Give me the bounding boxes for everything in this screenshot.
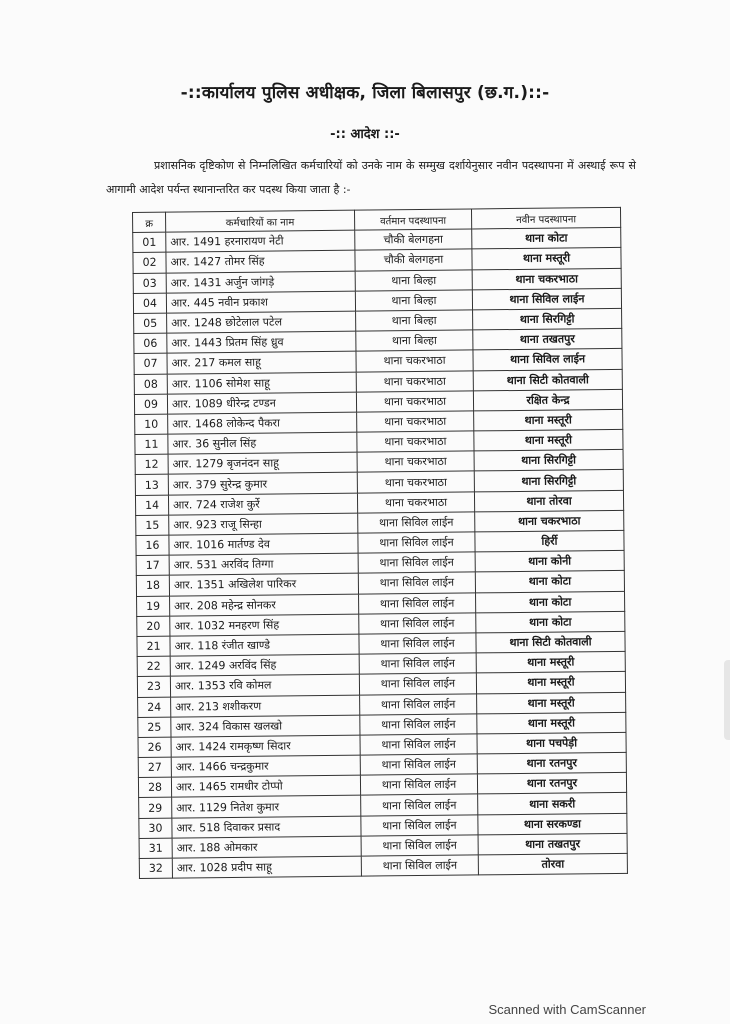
new-posting-cell: हिर्री — [475, 530, 624, 552]
serial-cell: 23 — [137, 676, 170, 697]
serial-cell: 31 — [139, 838, 172, 859]
header-serial: क्र — [133, 212, 166, 233]
new-posting-cell: थाना सरकण्डा — [478, 813, 627, 835]
serial-cell: 14 — [135, 495, 168, 516]
new-posting-cell: थाना मस्तूरी — [477, 712, 626, 734]
new-posting-cell: रक्षित केन्द्र — [473, 389, 622, 411]
serial-cell: 29 — [139, 798, 172, 819]
new-posting-cell: थाना तखतपुर — [478, 833, 627, 855]
current-posting-cell: थाना सिविल लाईन — [361, 815, 478, 836]
header-employee-name: कर्मचारियों का नाम — [166, 210, 355, 232]
current-posting-cell: थाना चकरभाठा — [356, 350, 473, 371]
employee-name-cell: आर. 213 शशीकरण — [171, 695, 360, 717]
order-paragraph: प्रशासनिक दृष्टिकोण से निम्नलिखित कर्मचारियों को उनके नाम के सम्मुख दर्शायेनुसार नवीन पदस्थापना में अस्थाई रूप से आगामी आदेश पर्यन्त स्थानान्तरित कर पदस्थ किया जाता है :- — [106, 159, 636, 196]
employee-name-cell: आर. 118 रंजीत खाण्डे — [170, 634, 359, 656]
serial-cell: 12 — [135, 454, 168, 475]
serial-cell: 06 — [134, 333, 167, 354]
serial-cell: 16 — [136, 535, 169, 556]
scanner-watermark: Scanned with CamScanner — [488, 1002, 646, 1017]
new-posting-cell: थाना कोटा — [476, 591, 625, 613]
employee-name-cell: आर. 217 कमल साहू — [167, 351, 356, 373]
employee-name-cell: आर. 188 ओमकार — [172, 836, 361, 858]
current-posting-cell: थाना सिविल लाईन — [359, 613, 476, 634]
serial-cell: 30 — [139, 818, 172, 839]
employee-name-cell: आर. 518 दिवाकर प्रसाद — [172, 816, 361, 838]
serial-cell: 11 — [135, 434, 168, 455]
serial-cell: 22 — [137, 656, 170, 677]
employee-name-cell: आर. 1443 प्रितम सिंह ध्रुव — [167, 331, 356, 353]
current-posting-cell: थाना सिविल लाईन — [359, 673, 476, 694]
new-posting-cell: थाना मस्तूरी — [477, 692, 626, 714]
serial-cell: 03 — [133, 273, 166, 294]
current-posting-cell: थाना चकरभाठा — [357, 471, 474, 492]
employee-name-cell: आर. 1351 अखिलेश पारिकर — [169, 574, 358, 596]
new-posting-cell: थाना सकरी — [478, 793, 627, 815]
serial-cell: 28 — [138, 777, 171, 798]
serial-cell: 21 — [137, 636, 170, 657]
employee-name-cell: आर. 923 राजू सिन्हा — [169, 513, 358, 535]
new-posting-cell: थाना मस्तूरी — [474, 409, 623, 431]
employee-name-cell: आर. 1427 तोमर सिंह — [166, 251, 355, 273]
current-posting-cell: थाना सिविल लाईन — [361, 794, 478, 815]
current-posting-cell: थाना सिविल लाईन — [360, 754, 477, 775]
serial-cell: 01 — [133, 232, 166, 253]
employee-name-cell: आर. 36 सुनील सिंह — [168, 432, 357, 454]
employee-name-cell: आर. 324 विकास खलखो — [171, 715, 360, 737]
employee-name-cell: आर. 1089 धीरेन्द्र टण्डन — [167, 392, 356, 414]
employee-name-cell: आर. 208 महेन्द्र सोनकर — [170, 594, 359, 616]
current-posting-cell: थाना चकरभाठा — [357, 431, 474, 452]
employee-name-cell: आर. 1129 नितेश कुमार — [172, 796, 361, 818]
employee-name-cell: आर. 724 राजेश कुर्रे — [168, 493, 357, 515]
new-posting-cell: थाना चकरभाठा — [475, 510, 624, 532]
table-row — [139, 853, 627, 878]
new-posting-cell: थाना सिविल लाईन — [473, 349, 622, 371]
document-title: -::कार्यालय पुलिस अधीक्षक, जिला बिलासपुर (छ.ग.)::- — [180, 83, 550, 103]
serial-cell: 32 — [139, 858, 172, 879]
new-posting-cell: थाना कोटा — [472, 228, 621, 250]
page-edge-tab — [724, 660, 730, 740]
employee-name-cell: आर. 1465 रामधीर टोप्पो — [171, 775, 360, 797]
current-posting-cell: थाना सिविल लाईन — [361, 835, 478, 856]
current-posting-cell: थाना सिविल लाईन — [358, 552, 475, 573]
employee-name-cell: आर. 1249 अरविंद सिंह — [170, 654, 359, 676]
employee-name-cell: आर. 445 नवीन प्रकाश — [166, 291, 355, 313]
current-posting-cell: थाना सिविल लाईन — [359, 633, 476, 654]
new-posting-cell: थाना तोरवा — [474, 490, 623, 512]
employee-name-cell: आर. 1028 प्रदीप साहू — [172, 856, 361, 878]
new-posting-cell: थाना चकरभाठा — [472, 268, 621, 290]
current-posting-cell: थाना सिविल लाईन — [360, 693, 477, 714]
current-posting-cell: चौकी बेलगहना — [355, 229, 472, 250]
current-posting-cell: थाना चकरभाठा — [357, 492, 474, 513]
current-posting-cell: थाना सिविल लाईन — [359, 653, 476, 674]
employee-name-cell: आर. 1106 सोमेश साहू — [167, 372, 356, 394]
current-posting-cell: थाना बिल्हा — [356, 330, 473, 351]
employee-name-cell: आर. 1016 मार्तण्ड देव — [169, 533, 358, 555]
new-posting-cell: थाना कोटा — [476, 611, 625, 633]
header-current-posting: वर्तमान पदस्थापना — [354, 209, 471, 230]
new-posting-cell: थाना सिटी कोतवाली — [473, 369, 622, 391]
employee-name-cell: आर. 1353 रवि कोमल — [170, 674, 359, 696]
employee-name-cell: आर. 379 सुरेन्द्र कुमार — [168, 473, 357, 495]
new-posting-cell: थाना सिरगिट्टी — [474, 450, 623, 472]
serial-cell: 07 — [134, 353, 167, 374]
new-posting-cell: थाना कोटा — [475, 571, 624, 593]
new-posting-cell: थाना सिविल लाईन — [472, 288, 621, 310]
new-posting-cell: थाना रतनपुर — [477, 773, 626, 795]
new-posting-cell: थाना मस्तूरी — [472, 248, 621, 270]
current-posting-cell: थाना सिविल लाईन — [358, 532, 475, 553]
employee-name-cell: आर. 1032 मनहरण सिंह — [170, 614, 359, 636]
employee-name-cell: आर. 1248 छोटेलाल पटेल — [167, 311, 356, 333]
new-posting-cell: थाना सिटी कोतवाली — [476, 631, 625, 653]
new-posting-cell: थाना सिरगिट्टी — [474, 470, 623, 492]
serial-cell: 25 — [138, 717, 171, 738]
current-posting-cell: थाना सिविल लाईन — [358, 572, 475, 593]
current-posting-cell: थाना चकरभाठा — [356, 391, 473, 412]
employee-name-cell: आर. 1468 लोकेन्द पैकरा — [168, 412, 357, 434]
serial-cell: 15 — [136, 515, 169, 536]
current-posting-cell: थाना चकरभाठा — [356, 370, 473, 391]
current-posting-cell: थाना चकरभाठा — [357, 451, 474, 472]
serial-cell: 02 — [133, 253, 166, 274]
current-posting-cell: थाना सिविल लाईन — [360, 734, 477, 755]
serial-cell: 05 — [134, 313, 167, 334]
new-posting-cell: तोरवा — [478, 853, 627, 875]
serial-cell: 10 — [135, 414, 168, 435]
new-posting-cell: थाना सिरगिट्टी — [473, 308, 622, 330]
serial-cell: 09 — [134, 394, 167, 415]
employee-name-cell: आर. 1431 अर्जुन जांगड़े — [166, 271, 355, 293]
employee-name-cell: आर. 1279 बृजनंदन साहू — [168, 452, 357, 474]
current-posting-cell: चौकी बेलगहना — [355, 249, 472, 270]
serial-cell: 04 — [133, 293, 166, 314]
serial-cell: 08 — [134, 374, 167, 395]
table-body — [133, 228, 628, 879]
new-posting-cell: थाना पचपेड़ी — [477, 732, 626, 754]
new-posting-cell: थाना मस्तूरी — [474, 429, 623, 451]
serial-cell: 26 — [138, 737, 171, 758]
current-posting-cell: थाना बिल्हा — [355, 290, 472, 311]
transfer-table — [132, 207, 628, 879]
employee-name-cell: आर. 1466 चन्द्रकुमार — [171, 755, 360, 777]
employee-name-cell: आर. 1424 रामकृष्ण सिदार — [171, 735, 360, 757]
header-new-posting: नवीन पदस्थापना — [471, 207, 620, 229]
current-posting-cell: थाना सिविल लाईन — [361, 855, 478, 876]
new-posting-cell: थाना मस्तूरी — [476, 672, 625, 694]
serial-cell: 27 — [138, 757, 171, 778]
serial-cell: 13 — [135, 475, 168, 496]
current-posting-cell: थाना सिविल लाईन — [360, 774, 477, 795]
serial-cell: 24 — [138, 697, 171, 718]
serial-cell: 18 — [136, 576, 169, 597]
employee-name-cell: आर. 1491 हरनारायण नेटी — [166, 230, 355, 252]
new-posting-cell: थाना रतनपुर — [477, 752, 626, 774]
new-posting-cell: थाना कोनी — [475, 551, 624, 573]
current-posting-cell: थाना सिविल लाईन — [360, 714, 477, 735]
order-heading: -:: आदेश ::- — [330, 127, 400, 142]
current-posting-cell: थाना बिल्हा — [356, 310, 473, 331]
serial-cell: 19 — [137, 596, 170, 617]
new-posting-cell: थाना मस्तूरी — [476, 651, 625, 673]
current-posting-cell: थाना सिविल लाईन — [359, 592, 476, 613]
current-posting-cell: थाना सिविल लाईन — [358, 512, 475, 533]
serial-cell: 17 — [136, 555, 169, 576]
current-posting-cell: थाना बिल्हा — [355, 270, 472, 291]
new-posting-cell: थाना तखतपुर — [473, 329, 622, 351]
serial-cell: 20 — [137, 616, 170, 637]
current-posting-cell: थाना चकरभाठा — [357, 411, 474, 432]
employee-name-cell: आर. 531 अरविंद तिग्गा — [169, 553, 358, 575]
